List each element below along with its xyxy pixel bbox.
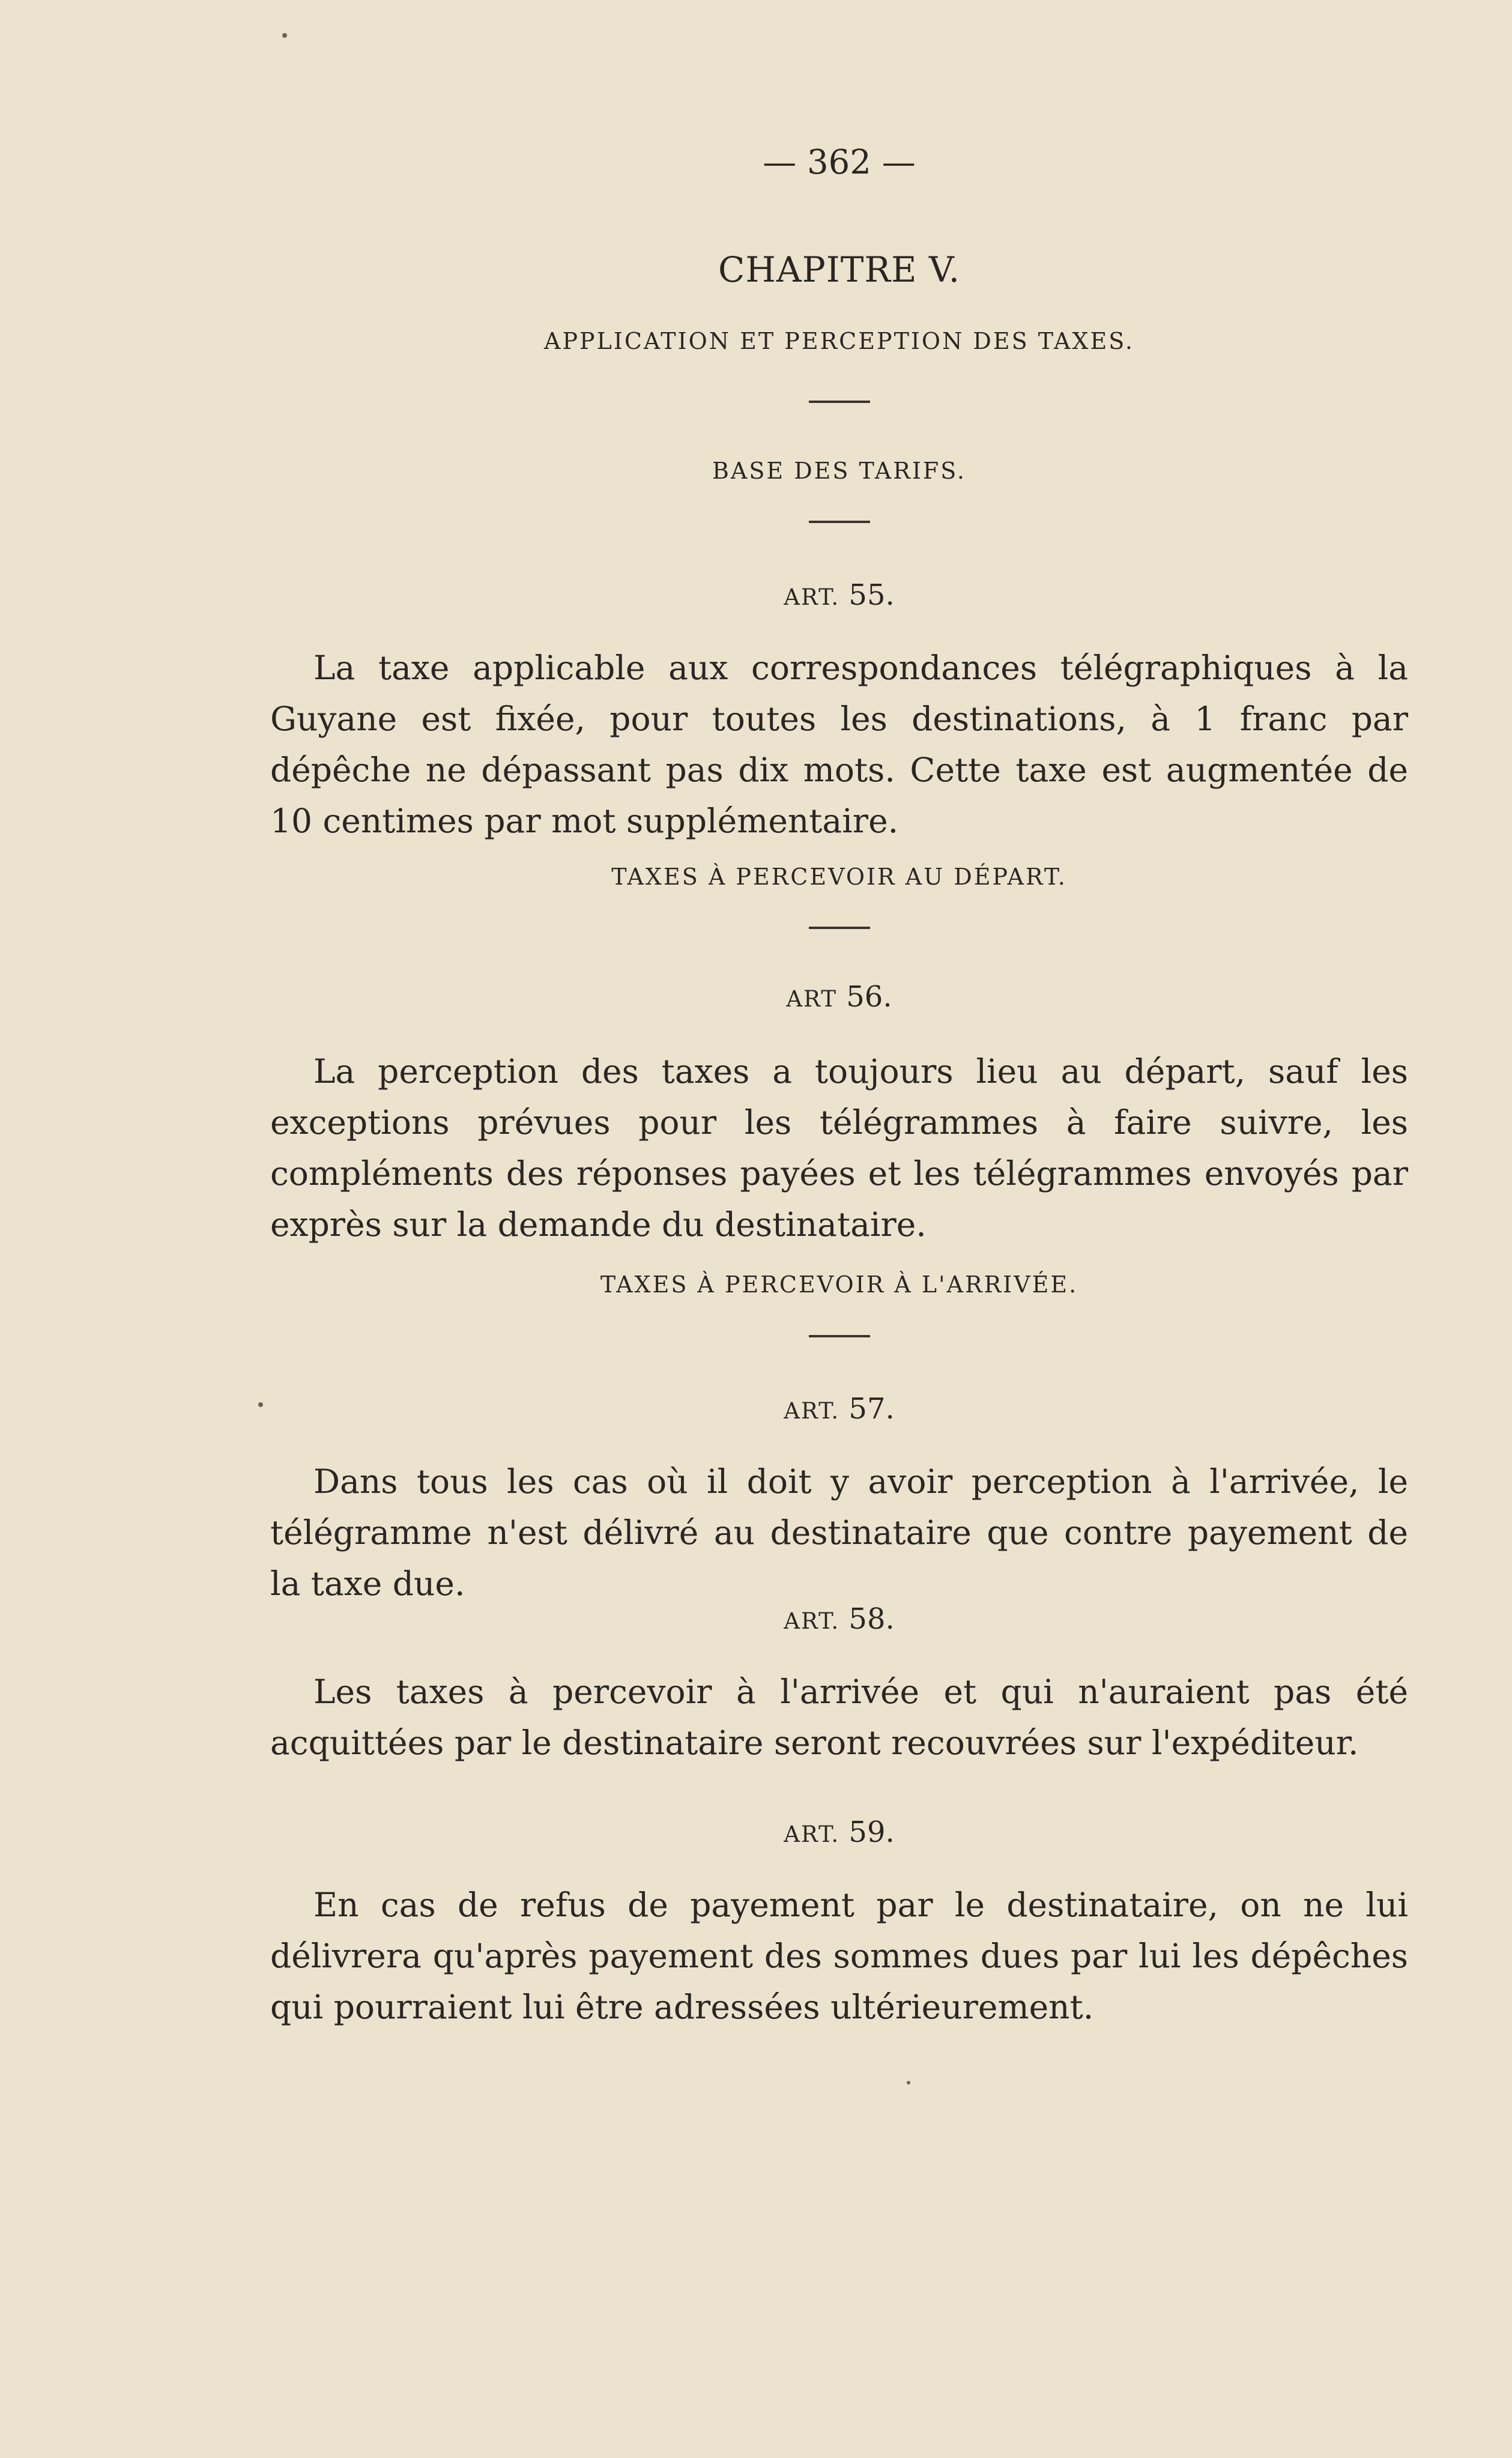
article-heading-56: [270, 980, 1408, 1014]
article-text-57: Dans tous les cas où il doit y avoir perception à l'arrivée, le télégramme n'est délivré au destinataire que contre payement de la taxe due.: [270, 1462, 1408, 1603]
article-text-56: La perception des taxes a toujours lieu au départ, sauf les exceptions prévues pour les télégrammes à faire suivre, les compléments des réponses payées et les télégrammes envoyés par exprès sur la demande du destinataire.: [270, 1052, 1408, 1244]
page-number: — 362 —: [763, 143, 916, 182]
divider-rule: [809, 927, 870, 929]
article-number: 56.: [846, 980, 892, 1014]
paper-speck: [258, 1402, 263, 1407]
article-label: ART.: [784, 584, 840, 610]
article-heading-59: [270, 1815, 1408, 1849]
article-heading-55: [270, 578, 1408, 612]
article-number: 58.: [848, 1602, 895, 1636]
paper-speck: [282, 33, 287, 38]
paper-speck: [907, 2081, 910, 2084]
section-heading-taxes-depart: TAXES À PERCEVOIR AU DÉPART.: [611, 864, 1067, 890]
article-heading-58: [270, 1602, 1408, 1636]
article-label: ART.: [784, 1398, 840, 1424]
article-label: ART: [786, 986, 837, 1012]
article-label: ART.: [784, 1608, 840, 1634]
divider-rule: [809, 1335, 870, 1337]
article-text-59: En cas de refus de payement par le destinataire, on ne lui délivrera qu'après payement des sommes dues par lui les dépêches qui pourraient lui être adressées ultérieurement.: [270, 1886, 1408, 2026]
article-text-58: Les taxes à percevoir à l'arrivée et qui n'auraient pas été acquittées par le destinataire seront recouvrées sur l'expéditeur.: [270, 1672, 1408, 1762]
article-label: ART.: [784, 1821, 840, 1847]
article-number: 57.: [848, 1392, 895, 1426]
article-heading-57: [270, 1392, 1408, 1426]
chapter-title: CHAPITRE V.: [718, 249, 961, 290]
section-heading-taxes-arrivee: TAXES À PERCEVOIR À L'ARRIVÉE.: [600, 1271, 1078, 1298]
chapter-subtitle: APPLICATION ET PERCEPTION DES TAXES.: [544, 328, 1134, 354]
article-text-55: La taxe applicable aux correspondances télégraphiques à la Guyane est fixée, pour toutes les destinations, à 1 franc par dépêche ne dépassant pas dix mots. Cette taxe est augmentée de 10 centimes par mot supplémentaire.: [270, 649, 1408, 840]
article-number: 55.: [848, 578, 895, 612]
divider-rule: [809, 401, 870, 403]
divider-rule: [809, 521, 870, 523]
section-heading-base-des-tarifs: BASE DES TARIFS.: [712, 458, 966, 484]
article-number: 59.: [848, 1815, 895, 1849]
